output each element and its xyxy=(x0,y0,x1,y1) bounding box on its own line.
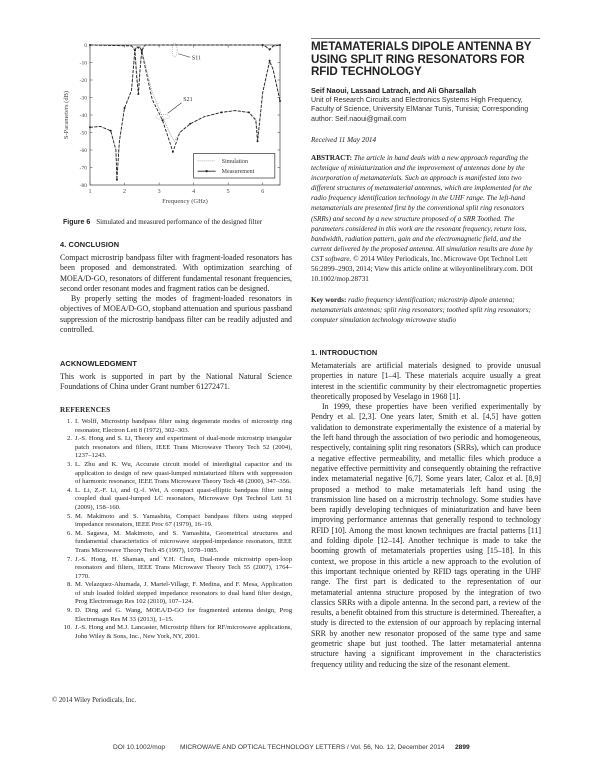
reference-text: I. Wolff, Microstrip bandpass filter using degenerate modes of microstrip ring resonator, Electron Lett 8 (1972), 302–303. xyxy=(75,418,292,434)
reference-text: J.-S. Hong and M.J. Lancaster, Microstrip filters for RF/microwave applications, John Wiley & Sons, Inc., New York, NY, 2001. xyxy=(75,624,292,640)
conclusion-section xyxy=(60,240,292,335)
y-axis-label: S-Parameters (dB) xyxy=(63,90,70,140)
measurement-marker xyxy=(269,60,271,62)
reference-number: 9. xyxy=(67,607,72,615)
keywords-label: Key words: xyxy=(311,296,347,304)
s21-annotation: S21 xyxy=(183,97,193,103)
conclusion-heading: 4. CONCLUSION xyxy=(60,240,120,249)
measurement-marker xyxy=(172,151,174,153)
reference-item xyxy=(60,461,292,487)
reference-text: D. Ding and G. Wang, MOEA/D-GO for fragmented antenna design, Prog Electromagn Res M 33 (2013), 1–15. xyxy=(75,607,292,623)
s11-annotation: S11 xyxy=(191,55,202,62)
x-tick-label: 3 xyxy=(157,189,161,195)
s-parameter-chart xyxy=(60,30,300,210)
reference-item xyxy=(60,418,292,435)
y-tick-label: -20 xyxy=(79,78,87,84)
reference-item xyxy=(60,624,292,641)
measurement-marker xyxy=(134,49,136,51)
measurement-marker xyxy=(248,111,250,113)
y-tick-label: -10 xyxy=(79,60,87,67)
reference-text: M. Sagawa, M. Makimoto, and S. Yamashita, Geometrical structures and fundamental characteristics of microwave stepped-impedance resonators, IEEE Trans Microwave Theory Tech 45 (1997), 1078–1085. xyxy=(75,529,292,554)
figure-6 xyxy=(60,30,300,210)
measurement-marker xyxy=(269,48,271,50)
title-rule xyxy=(311,38,540,39)
x-tick-label: 1 xyxy=(88,189,92,195)
measurement-marker xyxy=(116,179,118,181)
reference-number: 10. xyxy=(63,624,72,632)
abstract-citation: © 2014 Wiley Periodicals, Inc. Microwave Opt Technol Lett 56:2899–2903, 2014; View this article online at wileyonlinelibrary.com. DOI 10.1002/mop.28731 xyxy=(311,254,533,284)
measurement-marker xyxy=(220,111,222,113)
footer-journal: MICROWAVE AND OPTICAL TECHNOLOGY LETTERS / Vol. 56, No. 12, December 2014 xyxy=(180,744,445,751)
conclusion-paragraph-1: Compact microstrip bandpass filter with fragment-loaded resonators has been proposed and demonstrated. With optimization searching of MOEA/D-GO, resonators of different fundamental resonant frequencies, second order resonant modes and fragment ratios can be designed. xyxy=(60,253,292,293)
measurement-marker xyxy=(89,44,91,46)
figure-caption xyxy=(63,218,303,226)
introduction-paragraph-2: In 1999, these properties have been verified experimentally by Pendry et al. [2,3]. One years later, Smith et al. [4,5] have gotten validation to demonstrate experimentally the existence of a material by the left hand through the association of two periodic and homogeneous, respectively, containing split ring resonators (SRRs), which can produce a negative effective permeability, and metallic files which produce a negative effective permittivity and consequently obtaining the refractive index metamaterial negative [6,7]. Some years later, Caloz et al. [8,9] proposed a method to make metamaterials left hand using the transmission line based on a microstrip technology. Some studies have been rapidly developing techniques of miniaturization and have been improving performance antennas that generally respond to technology RFID [10]. Among the most known techniques are fractal patterns [11] and folding dipole [12–14]. Another technique is made to take the booming growth of metamaterials properties using [15–18]. In this context, we propose in this article a new approach to the evolution of this important technique oriented by RFID tags operating in the UHF range. The first part is dedicated to the representation of our metamaterial antenna structure proposed by the integration of two classics SRRs with a dipole antenna. In the second part, a review of the results, a benefit obtained from this structure is determined. Thereafter, a study is directed to the extension of our approach by replacing internal SRR by another new resonator proposed of the same type and same geometric shape but just toothed. The latter metamaterial antenna structure having a significant improvement in the characteristics frequency utility and reducing the size of the resonant element. xyxy=(311,402,541,669)
y-tick-label: -70 xyxy=(79,165,87,172)
references-list xyxy=(60,418,292,641)
introduction-heading: 1. INTRODUCTION xyxy=(311,348,378,357)
reference-text: L. Li, Z.-F. Li, and Q.-f. Wei, A compact quasi-elliptic bandpass filter using coupled dual quasi-lumped LC resonators, Microwave Opt Technol Lett 51 (2009), 158–160. xyxy=(75,486,292,511)
measurement-marker xyxy=(110,130,112,132)
x-axis-label: Frequency (GHz) xyxy=(162,198,208,205)
reference-number: 7. xyxy=(67,555,72,563)
y-tick-label: -80 xyxy=(79,183,87,189)
measurement-marker xyxy=(137,93,139,95)
abstract xyxy=(311,153,541,284)
reference-item xyxy=(60,607,292,624)
acknowledgment-text: This work is supported in part by the National Natural Science Foundations of China under Grant number 61272471. xyxy=(60,372,292,392)
reference-text: J.-S. Hong and S. Li, Theory and experiment of dual-mode microstrip triangular patch resonators and filters, IEEE Trans Microwave Theory Tech 52 (2004), 1237–1243. xyxy=(75,435,292,460)
reference-item xyxy=(60,530,292,556)
measurement-marker xyxy=(162,119,164,121)
reference-text: M. Makimoto and S. Yamashita, Compact bandpass filters using stepped impedance resonators, IEEE Proc 67 (1979), 16–19. xyxy=(75,512,292,529)
y-tick-label: -50 xyxy=(79,130,87,137)
keywords-section xyxy=(311,295,541,325)
reference-number: 5. xyxy=(67,512,72,520)
x-tick-label: 2 xyxy=(123,189,127,195)
footer-doi: DOI 10.1002/mop xyxy=(113,744,166,751)
article-affiliation: Unit of Research Circuits and Electronics Systems High Frequency, Faculty of Science, University ElManar Tunis, Tunisia; Corresponding author: Seif.naoui@gmail.com xyxy=(311,95,529,123)
measurement-marker xyxy=(262,44,264,46)
article-header xyxy=(311,41,541,144)
references-section xyxy=(60,406,292,641)
article-authors: Seif Naoui, Lassaad Latrach, and Ali Gharsallah xyxy=(311,85,477,95)
x-tick-label: 6 xyxy=(261,189,265,195)
measurement-marker xyxy=(257,140,259,142)
reference-number: 3. xyxy=(67,460,72,468)
measurement-marker xyxy=(124,107,126,109)
reference-text: J.-S. Hong, H. Shaman, and Y.H. Chun, Dual-mode microstrip open-loop resonators and filters, IEEE Trans Microwave Theory Tech 55 (2007), 1764–1770. xyxy=(75,555,292,580)
introduction-section xyxy=(311,348,541,670)
measurement-marker xyxy=(137,47,139,49)
article-title: METAMATERIALS DIPOLE ANTENNA BY USING SPLIT RING RESONATORS FOR RFID TECHNOLOGY xyxy=(311,40,532,79)
y-tick-label: -30 xyxy=(79,95,87,102)
measurement-marker xyxy=(89,126,91,128)
keywords-text: radio frequency identification; microstrip dipole antenna; metamaterials antennas; split ring resonators; toothed split ring resonators; computer simulation technology microwave studio xyxy=(311,296,531,324)
reference-item xyxy=(60,487,292,513)
reference-item xyxy=(60,435,292,461)
reference-item xyxy=(60,581,292,607)
reference-number: 6. xyxy=(67,529,72,537)
acknowledgment-heading: ACKNOWLEDGMENT xyxy=(60,359,137,368)
y-tick-label: -60 xyxy=(79,148,87,154)
y-tick-label: 0 xyxy=(84,43,87,49)
acknowledgment-section xyxy=(60,359,292,393)
reference-item xyxy=(60,513,292,530)
reference-text: M. Velazquez-Ahumada, J. Martel-Villagr, F. Medina, and F. Mesa, Application of stub loaded folded stepped impedance resonators to dual band filter design, Prog Electromagn Res 102 (2010), 107–124. xyxy=(75,581,292,606)
received-date: Received 11 May 2014 xyxy=(311,136,377,144)
legend-simulation-label: Simulation xyxy=(221,158,248,165)
reference-number: 8. xyxy=(67,581,72,589)
reference-number: 1. xyxy=(67,418,72,425)
measurement-marker xyxy=(141,49,143,51)
abstract-text: The article in hand deals with a new approach regarding the technique of miniaturization and the improvement of antennas done by the incorporation of metamaterials. Such an approach is manifested into two different structures of metamaterial antennas, which are implemented for the radio frequency identification technology in the UHF range. The left-hand metamaterials are presented first by the conventional split ring resonators (SRRs) and second by a new structure proposed of a SRR Toothed. The parameters considered in this work are the resonant frequency, return loss, bandwidth, radiation pattern, gain and the electromagnetic field, and the current delivered by the proposed antenna. All simulation results are done by CST software. xyxy=(311,154,533,263)
references-heading: REFERENCES xyxy=(60,406,111,414)
reference-text: L. Zhu and K. Wu, Accurate circuit model of interdigital capacitor and its application to design of new quasi-lumped miniaturized filters with suppression of harmonic resonance, IEEE Trans Microwave Theory Tech 48 (2000), 347–356. xyxy=(75,460,292,486)
x-tick-label: 5 xyxy=(226,189,230,195)
legend-measurement-label: Measurement xyxy=(221,169,255,176)
legend-measurement-marker xyxy=(205,170,207,172)
keywords xyxy=(311,295,541,325)
measurement-marker xyxy=(279,100,281,102)
conclusion-paragraph-2: By properly setting the modes of fragment-loaded resonators in objectives of MOEA/D-GO, stopband attenuation and spurious passband suppression of the microstrip bandpass filter can be readily adjusted and controlled. xyxy=(60,294,292,335)
figure-caption-text: Simulated and measured performance of the designed filter xyxy=(96,218,263,226)
figure-label: Figure 6 xyxy=(63,219,91,226)
abstract-label: ABSTRACT: xyxy=(311,154,353,162)
footer-page-number: 2899 xyxy=(455,744,470,751)
reference-number: 2. xyxy=(67,435,72,443)
reference-number: 4. xyxy=(67,486,72,494)
y-tick-label: -40 xyxy=(79,113,87,119)
reference-item xyxy=(60,556,292,582)
x-tick-label: 4 xyxy=(192,189,196,195)
measurement-marker xyxy=(189,123,191,125)
copyright-left: © 2014 Wiley Periodicals, Inc. xyxy=(52,697,137,704)
measurement-marker xyxy=(279,44,281,46)
abstract-section xyxy=(311,153,541,284)
introduction-paragraph-1: Metamaterials are artificial materials designed to provide unusual properties in nature [1–4]. These materials acquire usually a great interest in the scientific community by their electromagnetic properties theoretically proposed by Veselago in 1968 [1]. xyxy=(311,361,541,401)
